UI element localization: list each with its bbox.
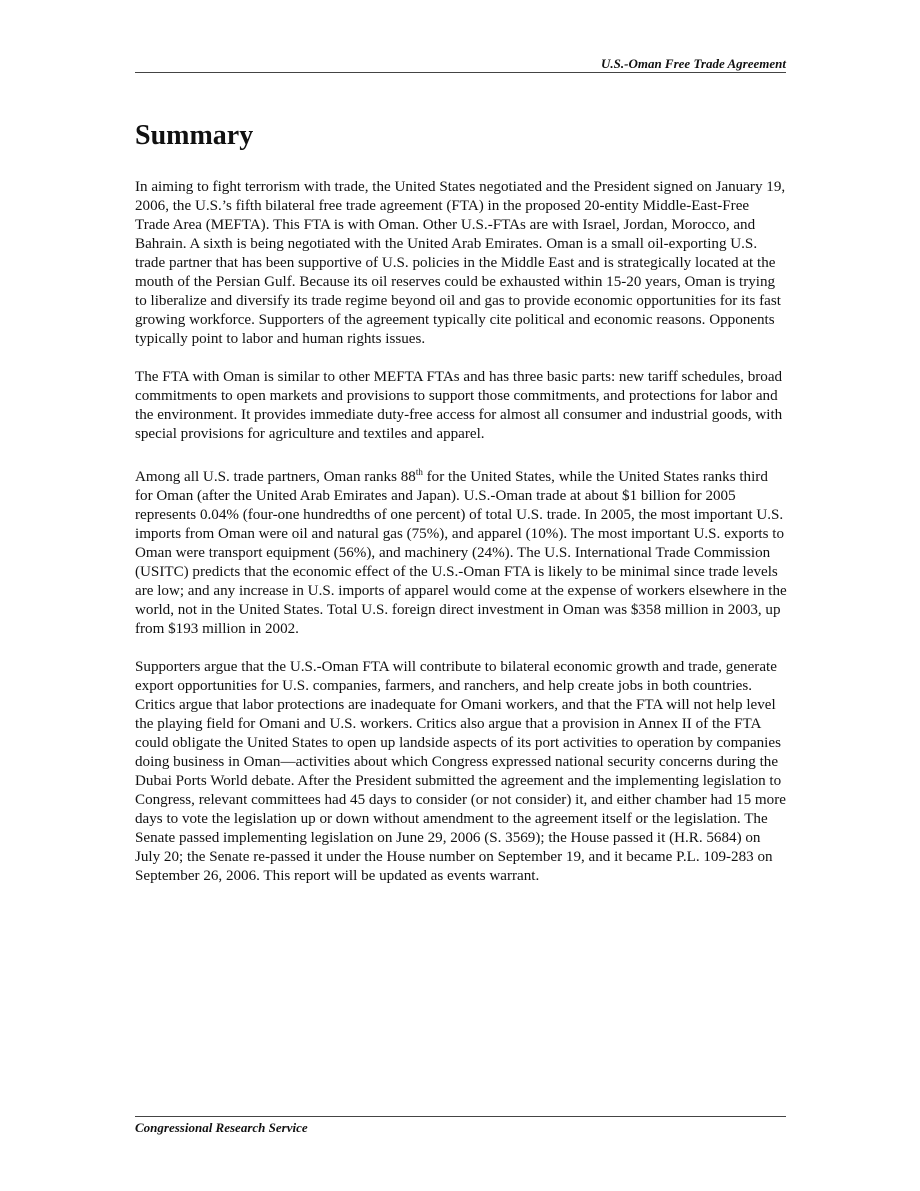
paragraph-overview: In aiming to fight terrorism with trade, the United States negotiated and the President signed on January 19, 2006, the U.S.’s fifth bilateral free trade agreement (FTA) in the proposed 20-entity Middle-East-Free Trade Area (MEFTA). This FTA is with Oman. Other U.S.-FTAs are with Israel, Jordan, Morocco, and Bahrain. A sixth is being negotiated with the United Arab Emirates. Oman is a small oil-exporting U.S. trade partner that has been supportive of U.S. policies in the Middle East and is strategically located at the mouth of the Persian Gulf. Because its oil reserves could be exhausted within 15-20 years, Oman is trying to liberalize and diversify its trade regime beyond oil and gas to provide economic opportunities for its fast growing workforce. Supporters of the agreement typically cite political and economic reasons. Opponents typically point to labor and human rights issues. xyxy=(135,179,786,347)
ordinal-suffix: th xyxy=(415,467,423,477)
paragraph-arguments: Supporters argue that the U.S.-Oman FTA will contribute to bilateral economic growth and trade, generate export opportunities for U.S. companies, farmers, and ranchers, and help create jobs in both countries. Critics argue that labor protections are inadequate for Omani workers, and that the FTA will not help level the playing field for Omani and U.S. workers. Critics also argue that a provision in Annex II of the FTA could obligate the United States to open up landside aspects of its port activities to operation by companies doing business in Oman—activities about which Congress expressed national security concerns during the Dubai Ports World debate. After the President submitted the agreement and the implementing legislation to Congress, relevant committees had 45 days to consider (or not consider) it, and either chamber had 15 more days to vote the legislation up or down without amendment to the agreement itself or the legislation. The Senate passed implementing legislation on June 29, 2006 (S. 3569); the House passed it (H.R. 5684) on July 20; the Senate re-passed it under the House number on September 19, and it became P.L. 109-283 on September 26, 2006. This report will be updated as events warrant. xyxy=(135,659,786,885)
header-divider xyxy=(135,72,786,73)
paragraph-trade-text-start: Among all U.S. trade partners, Oman ranks 88 xyxy=(135,469,416,486)
paragraph-trade-text-end: for the United States, while the United States ranks third for Oman (after the United Arab Emirates and Japan). U.S.-Oman trade at about $1 billion for 2005 represents 0.04% (four-one hundredths of one percent) of total U.S. trade. In 2005, the most important U.S. imports from Oman were oil and natural gas (75%), and apparel (10%). The most important U.S. exports to Oman were transport equipment (56%), and machinery (24%). The U.S. International Trade Commission (USITC) predicts that the economic effect of the U.S.-Oman FTA is likely to be minimal since trade levels are low; and any increase in U.S. imports of apparel would come at the expense of workers elsewhere in the world, not in the United States. Total U.S. foreign direct investment in Oman was $358 million in 2003, up from $193 million in 2002. xyxy=(135,469,787,638)
running-header: U.S.-Oman Free Trade Agreement xyxy=(601,56,786,71)
page-title: Summary xyxy=(135,120,254,151)
paragraph-trade-statistics xyxy=(135,463,787,639)
footer-divider xyxy=(135,1116,786,1117)
running-footer: Congressional Research Service xyxy=(135,1120,308,1135)
summary-body xyxy=(135,178,787,905)
paragraph-fta-structure: The FTA with Oman is similar to other MEFTA FTAs and has three basic parts: new tariff schedules, broad commitments to open markets and provisions to support those commitments, and protections for labor and the environment. It provides immediate duty-free access for almost all consumer and industrial goods, with special provisions for agriculture and textiles and apparel. xyxy=(135,369,783,442)
